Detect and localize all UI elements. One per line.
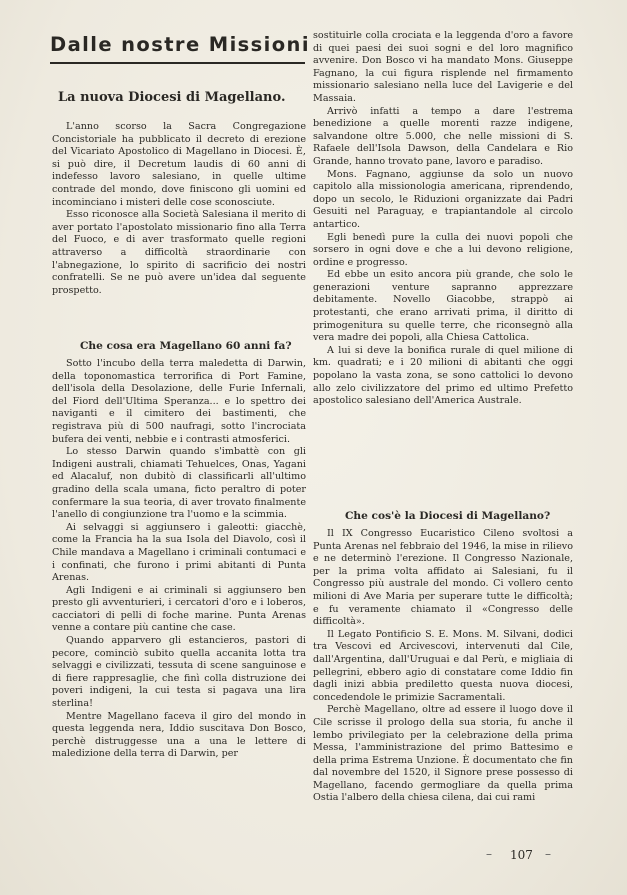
paragraph: Ai selvaggi si aggiunsero i galeotti: giacchè, come la Francia ha la sua Isola del Diavolo, così il Chile mandava a Magellano i criminali contumaci e i confinati, che furono i primi abitanti di Punta Arenas. bbox=[52, 521, 306, 584]
subheading-2: Che cos'è la Diocesi di Magellano? bbox=[345, 510, 551, 522]
paragraph: Mons. Fagnano, aggiunse da solo un nuovo capitolo alla missionologia americana, riprendendo, dopo un secolo, le Riduzioni organizzate dai Padri Gesuiti nel Paraguay, e trapiantandole al circolo antartico. bbox=[313, 168, 573, 230]
right-column-text bbox=[313, 30, 573, 408]
page-number-dash-right: – bbox=[545, 847, 551, 861]
paragraph: Egli benedì pure la culla dei nuovi popoli che sorsero in ogni dove e che a lui devono religione, ordine e progresso. bbox=[313, 231, 573, 268]
article-title: La nuova Diocesi di Magellano. bbox=[58, 90, 286, 105]
paragraph: Il Legato Pontificio S. E. Mons. M. Silvani, dodici tra Vescovi ed Arcivescovi, intervenuti dal Cile, dall'Argentina, dall'Uruguai e dal Perù, e migliaia di pellegrini, ebbero agio di constatare come Iddio fin dagli inizi abbia prediletto questa nuova diocesi, concedendole le primizie Sacramentali. bbox=[313, 628, 573, 703]
paragraph: Sotto l'incubo della terra maledetta di Darwin, della toponomastica terrorifica di Port Famine, dell'isola della Desolazione, delle Furie Infernali, del Fiord dell'Ultima Speranza... e lo spettro dei naviganti e il cimitero dei bastimenti, che registrava più di 500 naufragi, sotto l'incrociata bufera dei venti, nebbie e i contrasti atmosferici. bbox=[52, 358, 306, 445]
paragraph: Agli Indigeni e ai criminali si aggiunsero ben presto gli avventurieri, i cercatori d'oro e i loberos, cacciatori di pelli di foche marine. Punta Arenas venne a contare più cantine che case. bbox=[52, 584, 306, 634]
page-number-dash-left: – bbox=[486, 847, 492, 861]
paragraph: Ed ebbe un esito ancora più grande, che solo le generazioni venture sapranno apprezzare debitamente. Novello Giacobbe, strappò ai protestanti, che erano arrivati prima, il diritto di primogenitura su quelle terre, che riconsegnò alla vera madre dei popoli, alla Chiesa Cattolica. bbox=[313, 269, 573, 344]
paragraph: sostituirle colla crociata e la leggenda d'oro a favore di quei paesi dei suoi sogni e del loro magnifico avvenire. Don Bosco vi ha mandato Mons. Giuseppe Fagnano, la cui figura risplende nel firmamento missionario salesiano nella luce del Lavigerie e del Massaia. bbox=[313, 30, 573, 104]
paragraph: Arrivò infatti a tempo a dare l'estrema benedizione a quelle morenti razze indigene, salvandone oltre 5.000, che nelle missioni di S. Rafaele dell'Isola Dawson, della Candelara e Rio Grande, hanno trovato pane, lavoro e paradiso. bbox=[313, 105, 573, 167]
section-2-text bbox=[313, 528, 573, 805]
page-number: 107 bbox=[510, 848, 533, 862]
paragraph: Quando apparvero gli estancieros, pastori di pecore, cominciò subito quella accanita lotta tra selvaggi e civilizzati, tessuta di scene sanguinose e di fiere rappresaglie, che finì colla distruzione dei poveri indigeni, la cui testa si pagava una lira sterlina! bbox=[52, 635, 306, 710]
paragraph: L'anno scorso la Sacra Congregazione Concistoriale ha pubblicato il decreto di erezione del Vicariato Apostolico di Magellano in Diocesi. È, si può dire, il Decretum laudis di 60 anni di indefesso lavoro salesiano, in quelle ultime contrade del mondo, dove finiscono gli uomini ed incominciano i misteri delle cose sconosciute. bbox=[52, 121, 306, 208]
section-1-text bbox=[52, 358, 306, 761]
paragraph: Esso riconosce alla Società Salesiana il merito di aver portato l'apostolato missionario fino alla Terra del Fuoco, e di aver trasformato quelle regioni attraverso a difficoltà straordinarie con l'abnegazione, lo spirito di sacrificio dei nostri confratelli. Se ne può avere un'idea dal seguente prospetto. bbox=[52, 209, 306, 296]
section-title: Dalle nostre Missioni bbox=[50, 33, 310, 56]
paragraph: Lo stesso Darwin quando s'imbattè con gli Indigeni australi, chiamati Tehuelces, Onas, Yagani ed Alacaluf, non dubitò di classificarli all'ultimo gradino della scala umana, ficto peraltro di poter confermare la sua teoria, di aver trovato finalmente l'anello di congiunzione tra l'uomo e la scimmia. bbox=[52, 446, 306, 521]
paragraph: A lui si deve la bonifica rurale di quel milione di km. quadrati; e i 20 milioni di abitanti che oggi popolano la vasta zona, se sono cattolici lo devono allo zelo civilizzatore del primo ed ultimo Prefetto apostolico salesiano dell'America Australe. bbox=[313, 344, 573, 407]
subheading-1: Che cosa era Magellano 60 anni fa? bbox=[80, 340, 292, 352]
intro-text bbox=[52, 121, 306, 297]
title-underline bbox=[50, 62, 305, 64]
paragraph: Perchè Magellano, oltre ad essere il luogo dove il Cile scrisse il prologo della sua storia, fu anche il lembo privilegiato per la celebrazione della prima Messa, l'amministrazione del primo Battesimo e della prima Estrema Unzione. È documentato che fin dal novembre del 1520, il Signore prese possesso di Magellano, facendo germogliare da quella prima Ostia l'albero della chiesa cilena, dai cui rami bbox=[313, 704, 573, 804]
paragraph: Il IX Congresso Eucaristico Cileno svoltosi a Punta Arenas nel febbraio del 1946, la mise in rilievo e ne determinò l'erezione. Il Congresso Nazionale, per la prima volta affidato ai Salesiani, fu il Congresso più australe del mondo. Ci vollero cento milioni di Ave Maria per superare tutte le difficoltà; e fu veramente chiamato il «Congresso delle difficoltà». bbox=[313, 528, 573, 628]
paragraph: Mentre Magellano faceva il giro del mondo in questa leggenda nera, Iddio suscitava Don Bosco, perchè distruggesse una a una le lettere di maledizione della terra di Darwin, per bbox=[52, 710, 306, 760]
